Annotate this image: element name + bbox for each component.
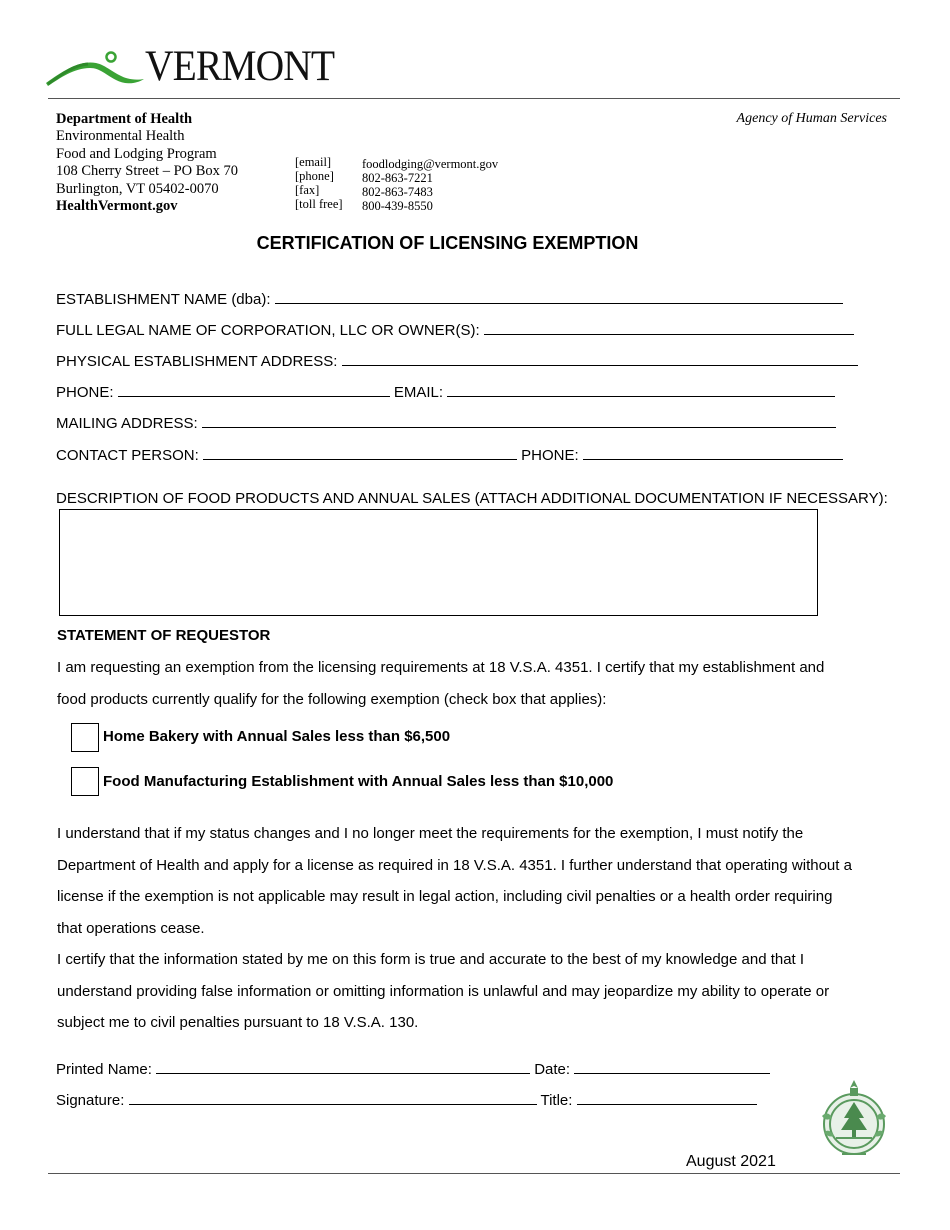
- phone-email-row: [56, 382, 835, 401]
- contact-email[interactable]: foodlodging@vermont.gov: [362, 157, 499, 171]
- printed-name-input[interactable]: [156, 1059, 530, 1074]
- contact-toll-free: 800-439-8550: [362, 199, 433, 213]
- website-link[interactable]: HealthVermont.gov: [56, 198, 178, 215]
- contact-label: [fax]: [295, 183, 320, 197]
- address-line: 108 Cherry Street – PO Box 70: [56, 163, 239, 180]
- printed-name-row: [56, 1059, 770, 1078]
- title-input[interactable]: [577, 1090, 757, 1105]
- statement-intro: I am requesting an exemption from the licensing requirements at 18 V.S.A. 4351. I certify that my establishment and food products currently qualify for the following exemption (check box that applies):: [57, 659, 825, 708]
- vermont-logo-text: VERMONT: [145, 43, 335, 90]
- mailing-address-row: [56, 413, 836, 432]
- legal-name-row: [56, 320, 854, 339]
- contact-label: [toll free]: [295, 197, 343, 211]
- contact-person-label: CONTACT PERSON:: [56, 447, 199, 464]
- contact-label: [phone]: [295, 169, 334, 183]
- understand-paragraph: I understand that if my status changes and I no longer meet the requirements for the exemption, I must notify the Department of Health and apply for a license as required in 18 V.S.A. 4351. I further understand that operating without a license if the exemption is not applicable may result in legal action, including civil penalties or a health order requiring that operations cease.: [57, 825, 852, 937]
- vermont-seal-icon: [816, 1076, 892, 1160]
- legal-name-input[interactable]: [484, 320, 854, 335]
- address-line: Food and Lodging Program: [56, 145, 217, 162]
- email-input[interactable]: [447, 382, 835, 397]
- contact-phone-input[interactable]: [583, 445, 843, 460]
- signature-label: Signature:: [56, 1092, 125, 1109]
- footer-divider: [48, 1173, 900, 1174]
- statement-heading: STATEMENT OF REQUESTOR: [57, 627, 271, 644]
- food-manufacturing-checkbox[interactable]: [71, 767, 99, 796]
- home-bakery-label: Home Bakery with Annual Sales less than $6,500: [103, 728, 451, 745]
- header-divider: [48, 98, 900, 99]
- mailing-address-input[interactable]: [202, 413, 836, 428]
- mailing-address-label: MAILING ADDRESS:: [56, 415, 198, 432]
- date-input[interactable]: [574, 1059, 770, 1074]
- phone-input[interactable]: [118, 382, 390, 397]
- contact-values: [362, 157, 498, 213]
- physical-address-input[interactable]: [342, 351, 858, 366]
- footer-date: August 2021: [686, 1153, 776, 1170]
- description-textarea[interactable]: [59, 509, 818, 616]
- printed-name-label: Printed Name:: [56, 1061, 152, 1078]
- legal-name-label: FULL LEGAL NAME OF CORPORATION, LLC OR OWNER(S):: [56, 322, 480, 339]
- agency-name: Agency of Human Services: [736, 111, 887, 126]
- address-line: Burlington, VT 05402-0070: [56, 180, 219, 197]
- establishment-name-label: ESTABLISHMENT NAME (dba):: [56, 291, 271, 308]
- establishment-name-row: [56, 289, 843, 308]
- address-line: Environmental Health: [56, 128, 185, 145]
- email-label: EMAIL:: [393, 384, 444, 401]
- contact-person-input[interactable]: [203, 445, 517, 460]
- home-bakery-checkbox[interactable]: [71, 723, 99, 752]
- signature-input[interactable]: [129, 1090, 537, 1105]
- date-label: Date:: [534, 1061, 571, 1078]
- contact-person-row: [56, 445, 843, 464]
- contact-phone: 802-863-7221: [362, 171, 433, 185]
- contact-phone-label: PHONE:: [521, 447, 579, 464]
- contact-fax: 802-863-7483: [362, 185, 433, 199]
- phone-label: PHONE:: [56, 384, 114, 401]
- establishment-name-input[interactable]: [275, 289, 843, 304]
- physical-address-label: PHYSICAL ESTABLISHMENT ADDRESS:: [56, 353, 338, 370]
- department-address-block: [56, 111, 238, 215]
- certify-paragraph: I certify that the information stated by me on this form is true and accurate to the best of my knowledge and that I understand providing false information or omitting information is unlawful and may jeopardize my ability to operate or subject me to civil penalties pursuant to 18 V.S.A. 130.: [57, 951, 830, 1031]
- vermont-logo-swoosh: [44, 50, 146, 90]
- contact-labels: [295, 155, 343, 211]
- department-name: Department of Health: [56, 111, 193, 127]
- physical-address-row: [56, 351, 858, 370]
- contact-label: [email]: [295, 155, 332, 169]
- signature-row: [56, 1090, 757, 1109]
- description-label: DESCRIPTION OF FOOD PRODUCTS AND ANNUAL SALES (ATTACH ADDITIONAL DOCUMENTATION IF NECESSARY):: [56, 490, 888, 507]
- title-label: Title:: [540, 1092, 573, 1109]
- form-title: CERTIFICATION OF LICENSING EXEMPTION: [256, 233, 639, 253]
- food-manufacturing-label: Food Manufacturing Establishment with Annual Sales less than $10,000: [103, 773, 614, 790]
